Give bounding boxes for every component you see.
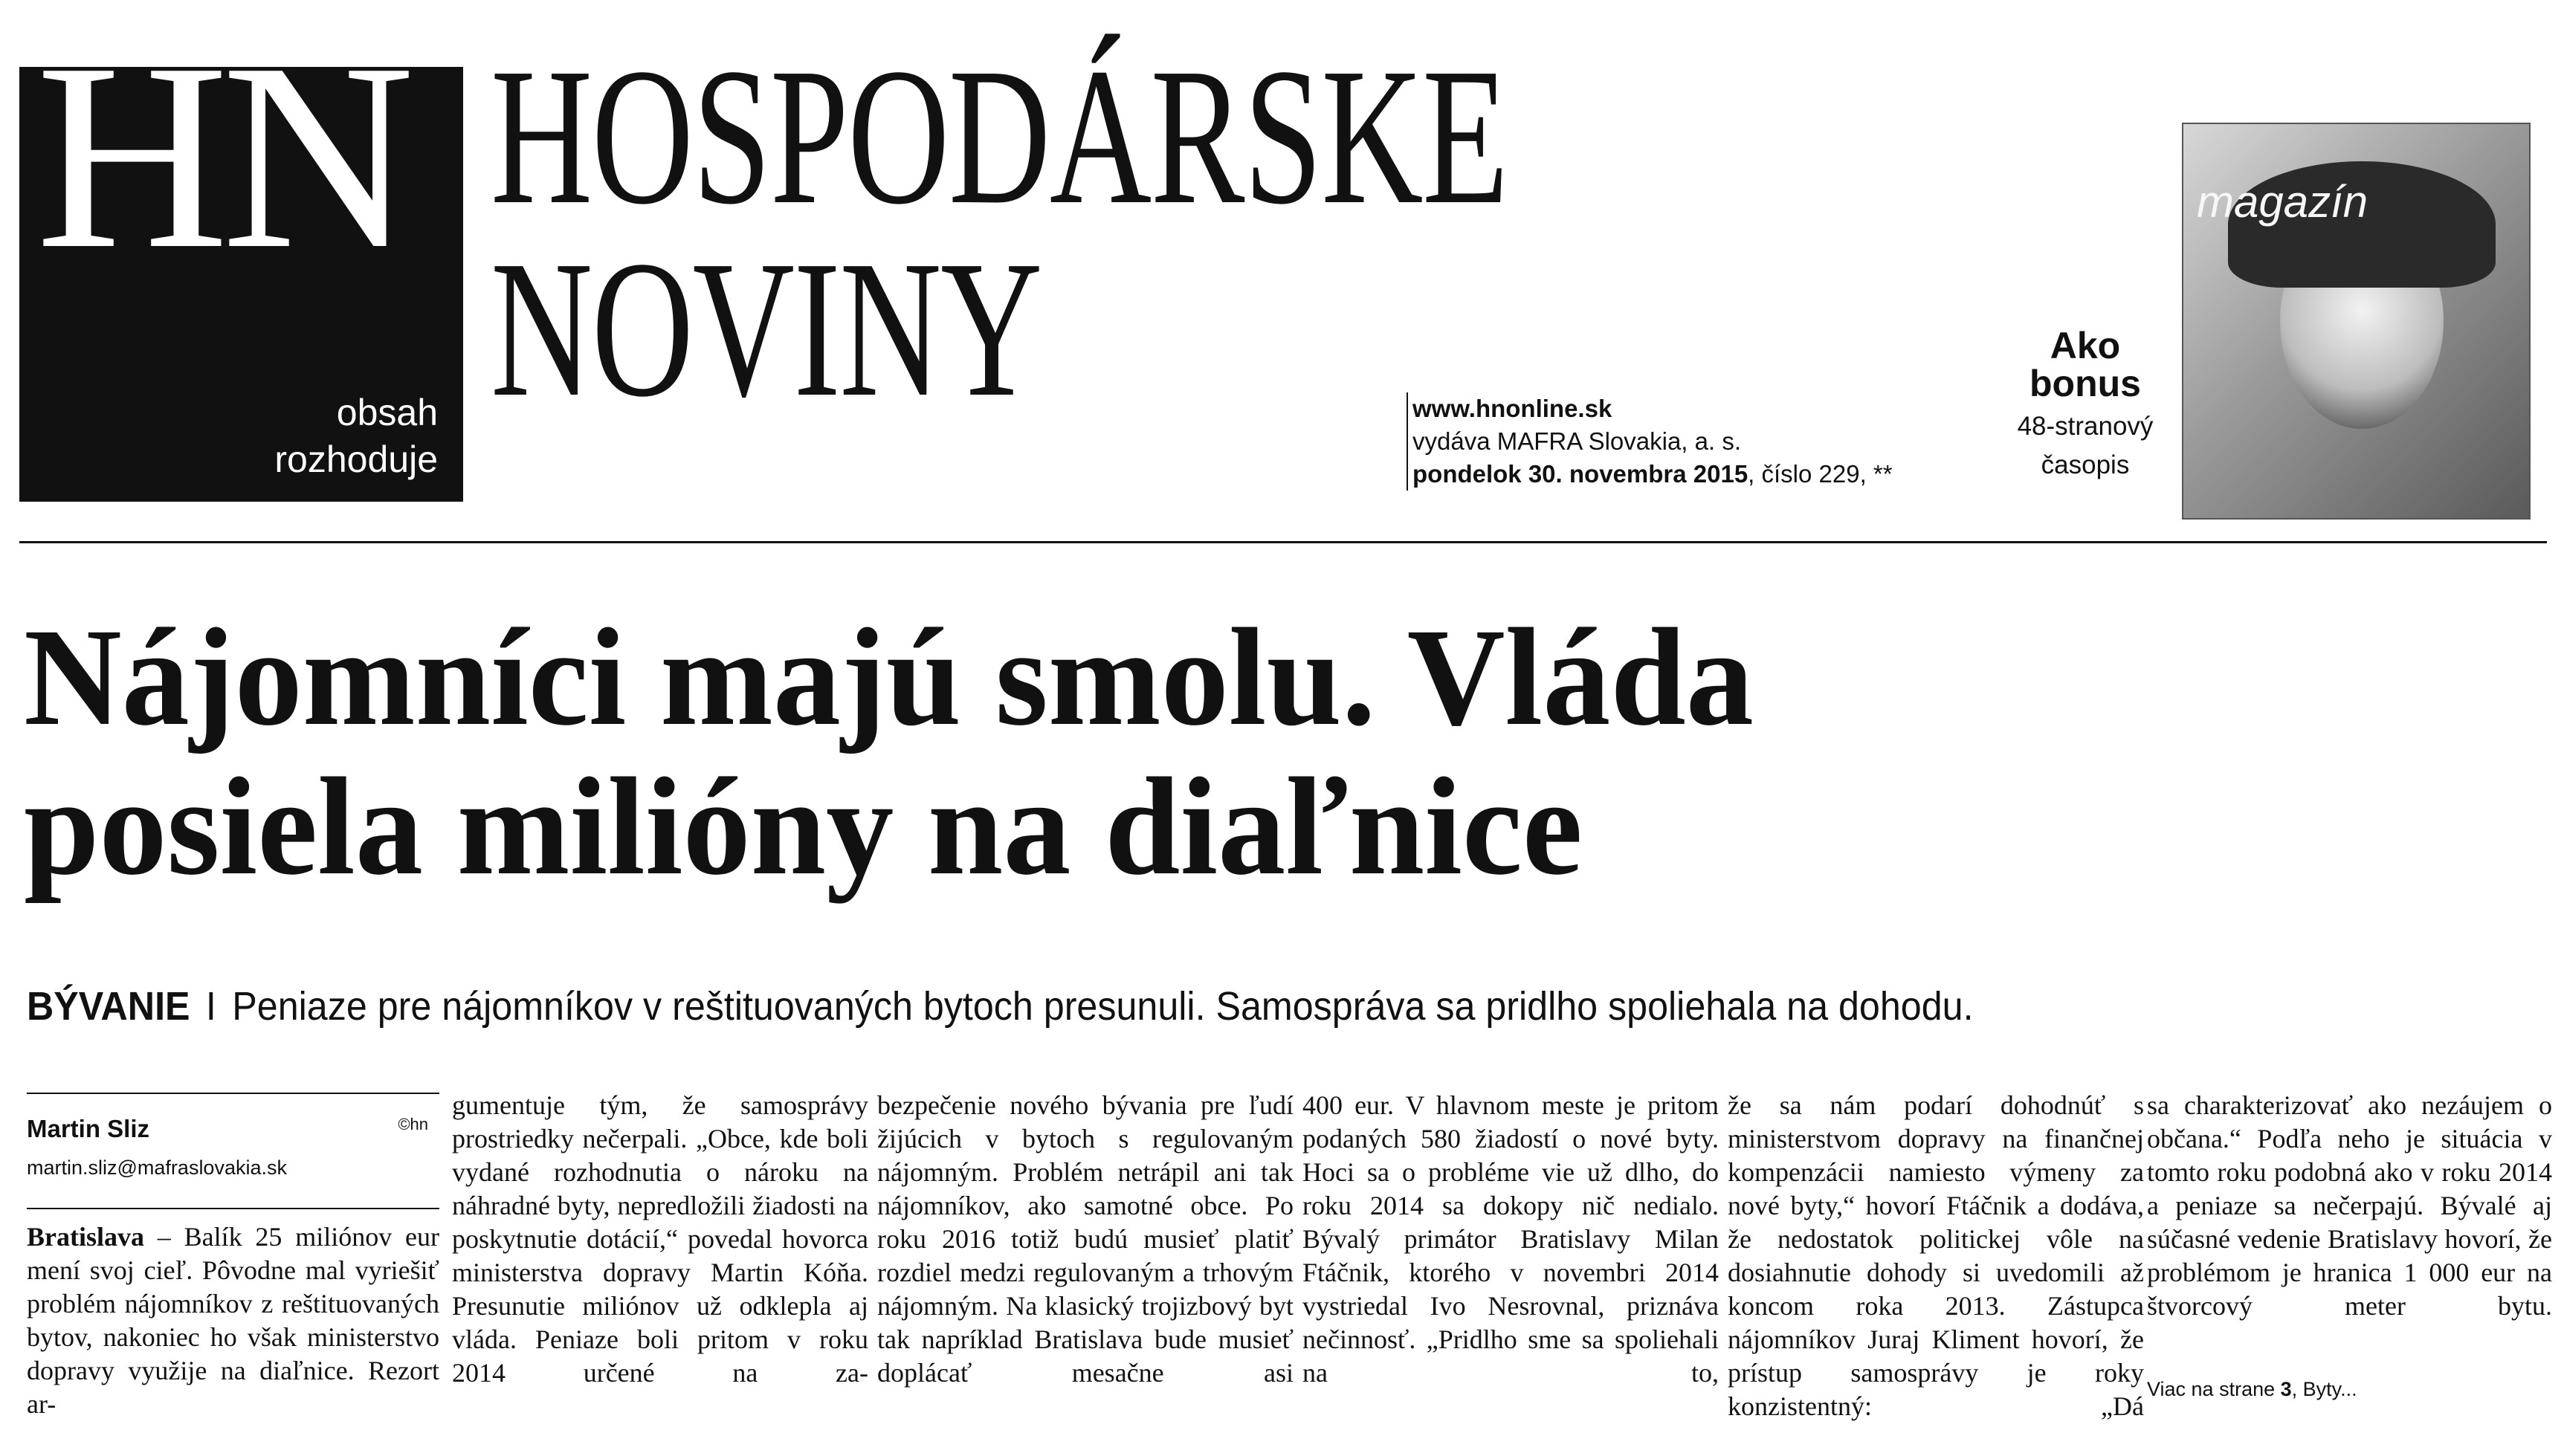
issue-date: pondelok 30. novembra 2015: [1412, 459, 1748, 488]
author-email[interactable]: martin.sliz@mafraslovakia.sk: [27, 1156, 287, 1179]
cover-title: magazín: [2197, 177, 2368, 227]
dateline: Bratislava: [27, 1222, 144, 1252]
publisher-line: vydáva MAFRA Slovakia, a. s.: [1412, 427, 1742, 455]
masthead-line1: HOSPODÁRSKE: [491, 28, 1508, 245]
column-5-text: že sa nám podarí dohodnúť s ministerstvom dopravy na finančnej kompenzácii namiesto výmeny za nové byty,“ hovorí Ftáčnik a dodáva, že nedostatok politickej vôle na dosiahnutie dohody si uvedomili až koncom roka 2013. Zástupca nájomníkov Juraj Kliment hovorí, že prístup samosprávy je roky konzistentný: „Dá: [1728, 1090, 2144, 1421]
bonus-promo: [2007, 327, 2163, 481]
slogan-line2: rozhoduje: [274, 438, 438, 480]
kicker-separator: I: [205, 984, 216, 1029]
website-link[interactable]: www.hnonline.sk: [1412, 395, 1612, 422]
article-column-5: [1728, 1089, 2144, 1423]
hn-logo: [19, 7, 463, 502]
article-column-3: [877, 1089, 1294, 1390]
continued-on-page[interactable]: [2147, 1378, 2357, 1401]
byline-bottom-rule: [27, 1208, 439, 1209]
author-credit: ©hn: [398, 1115, 428, 1133]
byline-rule: [27, 1093, 439, 1094]
magazine-cover-image: [2182, 123, 2531, 520]
article-column-1: [27, 1220, 439, 1421]
column-1-text: – Balík 25 miliónov eur mení svoj cieľ. Pôvodne mal vyriešiť problém nájomníkov z reštituovaných bytov, nakoniec ho však ministerstvo dopravy využije na diaľnice. Rezort ar-: [27, 1222, 439, 1419]
masthead-line2: NOVINY: [491, 220, 1042, 438]
header-divider: [19, 541, 2547, 543]
article-column-4: [1302, 1089, 1719, 1390]
headline-line1: Nájomníci majú smolu. Vláda: [24, 599, 1754, 754]
byline: [27, 1115, 428, 1180]
masthead-title: [491, 28, 1508, 438]
article-headline: [24, 599, 1754, 905]
issue-number: , číslo 229, **: [1748, 459, 1893, 488]
bonus-line1: Ako: [2050, 325, 2121, 366]
subhead-text: Peniaze pre nájomníkov v reštituovaných bytoch presunuli. Samospráva sa pridlho spoliehala na dohodu.: [232, 984, 1974, 1029]
continued-prefix: Viac na strane: [2147, 1378, 2281, 1400]
slogan-line1: obsah: [336, 392, 438, 433]
column-4-text: 400 eur. V hlavnom meste je pritom podaných 580 žiadostí o nové byty. Hoci sa o probléme vie už dlho, do roku 2014 sa dokopy nič nedialo. Bývalý primátor Bratislavy Milan Ftáčnik, ktorého v novembri 2014 vystriedal Ivo Nesrovnal, priznáva nečinnosť. „Pridlho sme sa spoliehali na to,: [1302, 1090, 1719, 1388]
column-3-text: bezpečenie nového bývania pre ľudí žijúcich v bytoch s regulovaným nájomným. Problém netrápil ani tak nájomníkov, ako samotné obce. Po roku 2016 totiž budú musieť platiť rozdiel medzi regulovaným a trhovým nájomným. Na klasický trojizbový byt tak napríklad Bratislava bude musieť doplácať mesačne asi: [877, 1090, 1294, 1388]
logo-slogan: [274, 389, 438, 482]
article-column-6: [2147, 1089, 2552, 1323]
column-6-text: sa charakterizovať ako nezáujem o občana.“ Podľa neho je situácia v tomto roku podobná ako v roku 2014 a peniaze sa nečerpajú. Bývalé aj súčasné vedenie Bratislavy hovorí, že problémom je hranica 1 000 eur na štvorcový meter bytu.: [2147, 1090, 2552, 1321]
headline-line2: posiela milióny na diaľnice: [24, 748, 1583, 905]
continued-suffix: , Byty...: [2291, 1378, 2357, 1400]
bonus-line4: časopis: [2041, 450, 2130, 480]
bonus-line2: bonus: [2029, 363, 2141, 404]
section-kicker: BÝVANIE: [27, 984, 190, 1029]
publication-info: [1407, 392, 1893, 491]
logo-letters: HN: [36, 7, 407, 304]
issue-line: [1412, 458, 1893, 491]
column-2-text: gumentuje tým, že samosprávy prostriedky nečerpali. „Obce, kde boli vydané rozhodnutia o nároku na náhradné byty, nepredložili žiadosti na poskytnutie dotácií,“ povedal hovorca ministerstva dopravy Martin Kóňa. Presunutie miliónov už odklepla aj vláda. Peniaze boli pritom v roku 2014 určené na za-: [452, 1090, 868, 1388]
bonus-line3: 48-stranový: [2017, 412, 2154, 441]
article-column-2: [452, 1089, 868, 1390]
author-name: Martin Sliz: [27, 1115, 150, 1142]
continued-page-number: 3: [2280, 1378, 2292, 1400]
article-subhead: [27, 983, 1974, 1029]
